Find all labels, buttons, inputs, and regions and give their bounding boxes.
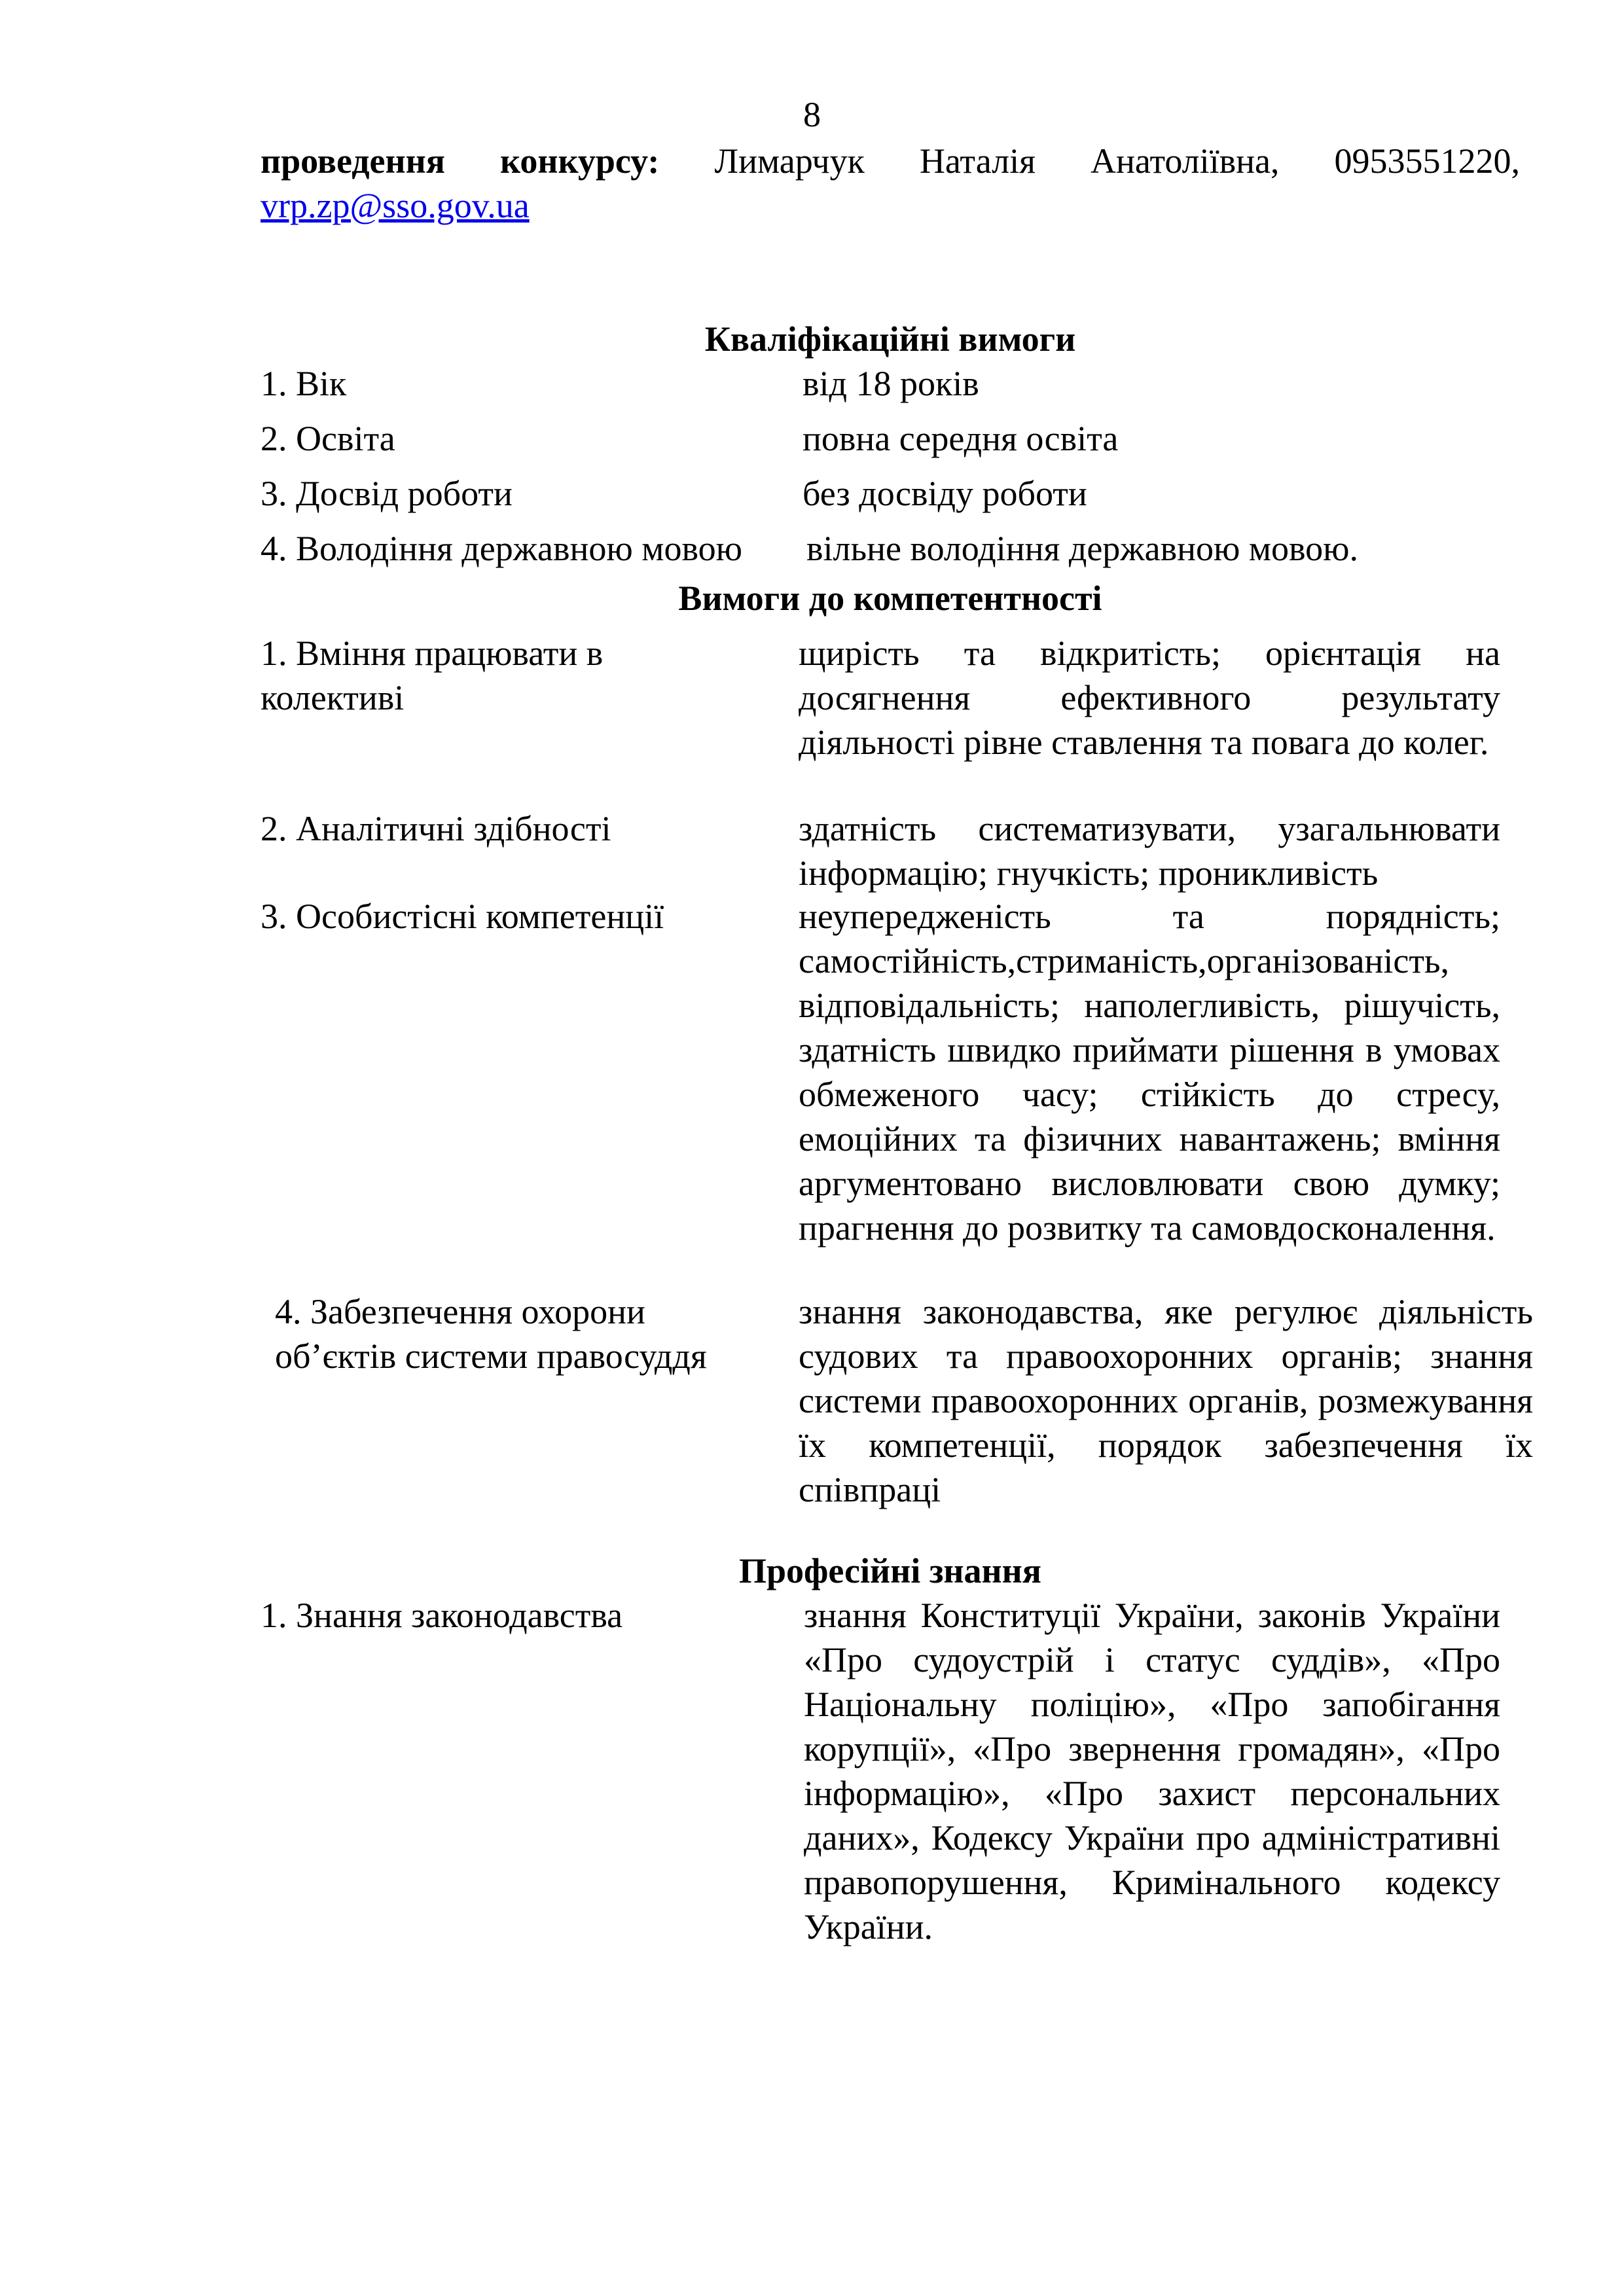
contact-email-line xyxy=(261,183,530,228)
contact-label: проведення конкурсу: xyxy=(261,141,660,181)
competence-value-personal: неупередженість та порядність; самостійність,стриманість,організованість, відповідальність; наполегливість, рішучість, здатність швидко приймати рішення в умовах обмеженого часу; стійкість до стресу, емоційних та фізичних навантажень; вміння аргументовано висловлювати свою думку; прагнення до розвитку та самовдосконалення. xyxy=(799,897,1500,1247)
competence-label-personal: 3. Особистісні компетенції xyxy=(261,897,664,936)
professional-title: Професійні знання xyxy=(739,1551,1041,1590)
contact-text: Лимарчук Наталія Анатоліївна, 0953551220, xyxy=(659,141,1520,181)
professional-value-legislation: знання Конституції України, законів України «Про судоустрій і статус суддів», «Про Національну поліцію», «Про запобігання корупції», «Про звернення громадян», «Про інформацію», «Про захист персональних даних», Кодексу України про адміністративні правопорушення, Кримінального кодексу України. xyxy=(804,1596,1500,1946)
page-number: 8 xyxy=(803,95,821,134)
competence-label-security: 4. Забезпечення охорони об’єктів системи правосуддя xyxy=(275,1292,707,1376)
qualification-label-language: 4. Володіння державною мовою xyxy=(261,529,742,568)
qualification-label-education: 2. Освіта xyxy=(261,419,395,458)
professional-label-legislation: 1. Знання законодавства xyxy=(261,1596,623,1635)
competence-label-teamwork: 1. Вміння працювати в колективі xyxy=(261,634,604,717)
qualification-value-education: повна середня освіта xyxy=(803,419,1119,458)
competence-value-analytical: здатність систематизувати, узагальнювати інформацію; гнучкість; проникливість xyxy=(799,809,1500,893)
qualification-value-age: від 18 років xyxy=(803,364,979,403)
contact-email-link[interactable]: vrp.zp@sso.gov.ua xyxy=(261,186,530,225)
contact-line xyxy=(261,139,1520,183)
competence-value-security: знання законодавства, яке регулює діяльність судових та правоохоронних органів; знання системи правоохоронних органів, розмежування їх компетенції, порядок забезпечення їх співпраці xyxy=(799,1292,1533,1509)
qualification-label-age: 1. Вік xyxy=(261,364,347,403)
qualification-label-experience: 3. Досвід роботи xyxy=(261,474,513,513)
qualification-value-experience: без досвіду роботи xyxy=(803,474,1087,513)
competence-label-analytical: 2. Аналітичні здібності xyxy=(261,809,611,848)
competence-value-teamwork: щирість та відкритість; орієнтація на досягнення ефективного результату діяльності рівне ставлення та повага до колег. xyxy=(799,634,1500,762)
competence-title: Вимоги до компетентності xyxy=(678,579,1102,618)
qualification-value-language: вільне володіння державною мовою. xyxy=(806,529,1358,568)
qualification-title: Кваліфікаційні вимоги xyxy=(704,319,1076,359)
